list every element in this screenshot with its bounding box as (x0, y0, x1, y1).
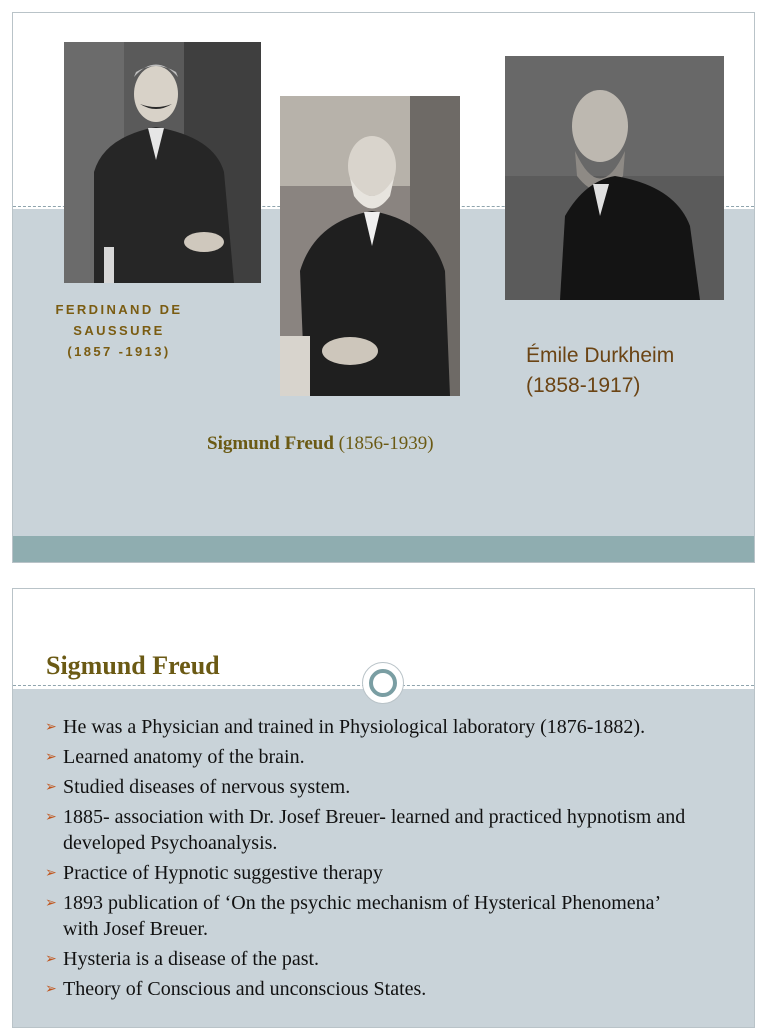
bullet-text: 1885- association with Dr. Josef Breuer- learned and practiced hypnotism and developed Psychoanalysis. (63, 806, 686, 854)
bullet-text: 1893 publication of ‘On the psychic mechanism of Hysterical Phenomena’ with Josef Breuer. (63, 892, 660, 940)
bullet-item (45, 714, 695, 740)
arrow-bullet-icon: ➢ (45, 810, 57, 825)
arrow-bullet-icon: ➢ (45, 896, 57, 911)
durkheim-dates: (1858-1917) (526, 374, 641, 397)
freud-dates: (1856-1939) (338, 433, 434, 454)
bullet-text: He was a Physician and trained in Physiological laboratory (1876-1882). (63, 716, 646, 738)
durkheim-name: Émile Durkheim (526, 344, 675, 367)
bullet-text: Hysteria is a disease of the past. (63, 948, 320, 970)
bullet-text: Learned anatomy of the brain. (63, 746, 305, 768)
arrow-bullet-icon: ➢ (45, 982, 57, 997)
slide-title: Sigmund Freud (46, 651, 220, 680)
durkheim-photo (505, 56, 724, 300)
saussure-caption (12, 299, 229, 362)
divider-ring-icon (362, 662, 404, 704)
bullet-text: Theory of Conscious and unconscious States. (63, 978, 427, 1000)
bullet-text: Practice of Hypnotic suggestive therapy (63, 862, 383, 884)
bullet-text: Studied diseases of nervous system. (63, 776, 351, 798)
bullet-item (45, 946, 695, 972)
bullet-list (45, 714, 695, 1006)
bullet-item (45, 976, 695, 1002)
freud-caption (207, 433, 434, 455)
slide-freud-bio (12, 588, 755, 1028)
saussure-photo (64, 42, 261, 283)
durkheim-caption (526, 341, 674, 401)
saussure-name: FERDINAND DE SAUSSURE (55, 302, 183, 338)
bullet-item (45, 890, 695, 942)
arrow-bullet-icon: ➢ (45, 780, 57, 795)
bullet-item (45, 774, 695, 800)
slide-portraits (12, 12, 755, 563)
footer-bar (13, 536, 754, 562)
freud-photo (280, 96, 460, 396)
saussure-dates: (1857 -1913) (67, 344, 171, 359)
arrow-bullet-icon: ➢ (45, 720, 57, 735)
arrow-bullet-icon: ➢ (45, 952, 57, 967)
freud-name: Sigmund Freud (207, 433, 334, 454)
arrow-bullet-icon: ➢ (45, 750, 57, 765)
bullet-item (45, 744, 695, 770)
bullet-item (45, 804, 695, 856)
bullet-item (45, 860, 695, 886)
arrow-bullet-icon: ➢ (45, 866, 57, 881)
